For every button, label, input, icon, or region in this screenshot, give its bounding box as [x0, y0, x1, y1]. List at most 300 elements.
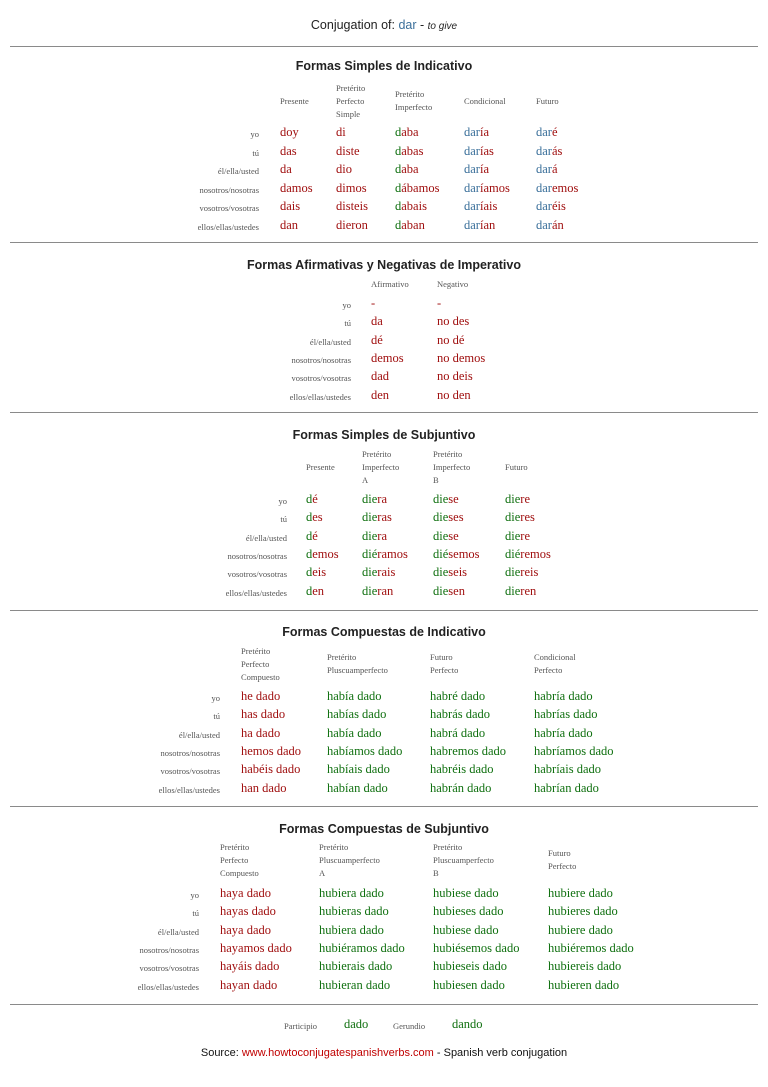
pronoun-label: yo	[250, 129, 259, 139]
verb-form	[306, 529, 318, 544]
verb-form	[336, 162, 352, 177]
form-stem: has dado	[241, 707, 286, 722]
verb-form	[241, 744, 301, 759]
form-stem: dar	[536, 199, 552, 213]
form-stem: no d	[437, 387, 459, 402]
form-ending: remos	[520, 546, 551, 561]
verb-form	[433, 941, 519, 956]
verb-form	[433, 510, 464, 525]
pronoun-label: nosotros/nosotras	[291, 354, 351, 365]
verb-form	[430, 744, 506, 759]
verb-form	[319, 904, 389, 919]
section-title-indicativo: Formas Simples de Indicativo	[295, 59, 473, 73]
verb-form	[220, 904, 276, 919]
verb-form	[371, 388, 389, 403]
form-stem: hubieseis dado	[433, 959, 507, 974]
form-stem: hubieras dado	[319, 904, 389, 919]
form-stem: dar	[536, 162, 552, 176]
section-title-subjuntivo: Formas Simples de Subjuntivo	[292, 428, 476, 442]
verb-form	[306, 565, 326, 580]
column-header: Pretérito Pluscuamperfecto B	[433, 841, 494, 878]
form-stem: d	[395, 125, 402, 139]
form-stem: hubiereis dado	[548, 959, 622, 974]
pronoun-label: tú	[213, 711, 220, 722]
form-ending: ían	[479, 217, 496, 232]
participio-label: Participio	[284, 1021, 318, 1031]
form-stem: hubiéremos dado	[548, 940, 634, 955]
form-stem: d	[306, 546, 313, 561]
form-stem: dieron	[336, 217, 368, 232]
form-stem: d	[306, 510, 313, 525]
form-stem: hubiesen dado	[433, 977, 505, 992]
form-stem: die	[505, 565, 521, 580]
form-stem: die	[362, 565, 378, 580]
column-header: Pretérito Perfecto Simple	[336, 82, 366, 119]
verb-form	[430, 781, 491, 796]
verb-form	[371, 369, 389, 384]
form-ending: ía	[479, 162, 489, 176]
participio-value: dado	[344, 1017, 369, 1031]
form-stem: damos	[280, 180, 313, 195]
form-stem: d	[395, 199, 402, 213]
column-header: Pretérito Perfecto Compuesto	[220, 841, 259, 878]
verb-form	[280, 181, 313, 196]
verb-form	[548, 941, 634, 956]
header-sep: -	[416, 18, 428, 32]
verb-form	[548, 904, 618, 919]
column-header: Afirmativo	[371, 278, 409, 289]
verb-form	[464, 144, 494, 159]
form-stem: die	[362, 510, 378, 525]
form-stem: hubiese dado	[433, 886, 499, 900]
form-ending: ad	[377, 369, 390, 384]
form-stem: die	[505, 583, 521, 598]
form-ending: reis	[520, 565, 539, 580]
form-ending: aban	[401, 217, 425, 232]
form-stem: dié	[505, 546, 521, 561]
divider	[10, 242, 758, 243]
pronoun-label: yo	[278, 496, 287, 506]
column-header: Pretérito Imperfecto A	[362, 448, 400, 485]
form-stem: habías dado	[327, 707, 387, 722]
form-stem: die	[433, 565, 449, 580]
verb-form	[536, 144, 562, 159]
pronoun-label: yo	[342, 300, 351, 310]
verb-form	[464, 199, 497, 214]
verb-form	[433, 904, 503, 919]
form-stem: habrías dado	[534, 707, 598, 722]
divider	[10, 46, 758, 47]
form-stem: habré dado	[430, 689, 486, 703]
form-ending: ás	[551, 143, 563, 158]
form-ending: é	[551, 125, 558, 139]
form-stem: disteis	[336, 199, 368, 213]
form-ending: res	[520, 510, 535, 525]
pronoun-label: tú	[192, 908, 199, 919]
verb-form	[327, 781, 388, 796]
form-stem: hayan dado	[220, 977, 278, 992]
form-ending: ren	[520, 583, 537, 598]
form-stem: habrían dado	[534, 780, 599, 795]
form-stem: da	[371, 314, 383, 329]
form-stem: die	[433, 528, 449, 543]
verb-form	[437, 388, 471, 403]
verb-form	[362, 547, 408, 562]
form-stem: die	[362, 528, 378, 543]
form-stem: había dado	[327, 725, 382, 740]
form-stem: hubiéramos dado	[319, 940, 405, 955]
pronoun-label: nosotros/nosotras	[199, 184, 259, 195]
verb-form	[505, 510, 535, 525]
verb-form	[505, 492, 530, 507]
verb-form	[220, 923, 271, 938]
form-stem: había dado	[327, 689, 382, 703]
form-stem: hubierais dado	[319, 959, 393, 974]
form-ending: ía	[479, 125, 489, 139]
form-ending: án	[551, 217, 564, 232]
form-stem: no d	[437, 369, 459, 384]
form-stem: die	[362, 492, 378, 506]
form-stem: dé	[371, 332, 383, 347]
verb-form	[241, 707, 285, 722]
verb-form	[395, 218, 425, 233]
column-header: Condicional Perfecto	[534, 652, 576, 675]
form-stem: hubiera dado	[319, 886, 384, 900]
form-stem: hemos dado	[241, 743, 302, 758]
form-stem: hayamos dado	[220, 940, 292, 955]
form-ending: emos	[312, 546, 339, 561]
column-header: Pretérito Pluscuamperfecto	[327, 652, 388, 675]
form-stem: no d	[437, 350, 459, 365]
form-stem: habrás dado	[430, 707, 491, 722]
verb-form	[536, 162, 558, 177]
verb-form	[395, 125, 419, 140]
form-stem: habíamos dado	[327, 743, 403, 758]
form-stem: dar	[464, 143, 480, 158]
form-stem: die	[505, 510, 521, 525]
verb-form	[241, 689, 280, 704]
verb-form	[437, 333, 464, 348]
verb-form	[433, 565, 467, 580]
verb-form	[319, 886, 384, 901]
verb-form	[319, 978, 390, 993]
form-stem: hubieres dado	[548, 904, 618, 919]
pronoun-label: él/ella/usted	[217, 166, 259, 176]
form-stem: dar	[464, 217, 480, 232]
column-header: Futuro Perfecto	[548, 848, 577, 871]
form-stem: hubiere dado	[548, 886, 613, 900]
verb-form	[395, 199, 427, 214]
form-stem: d	[395, 143, 402, 158]
verb-form	[505, 547, 551, 562]
pronoun-label: vosotros/vosotras	[139, 963, 199, 974]
verb-form	[433, 584, 465, 599]
verb-form	[306, 547, 339, 562]
form-stem: d	[395, 217, 402, 232]
pronoun-label: él/ella/usted	[157, 926, 199, 937]
form-stem: habríais dado	[534, 762, 601, 777]
verb-form	[220, 886, 271, 901]
verb-form	[280, 162, 292, 177]
footer-link[interactable]: www.howtoconjugatespanishverbs.com	[241, 1047, 434, 1059]
pronoun-label: vosotros/vosotras	[199, 203, 259, 213]
form-stem: dié	[433, 546, 449, 561]
verb-form	[362, 492, 387, 507]
form-ending: es	[312, 510, 323, 525]
page-header	[0, 18, 768, 32]
verb-form	[319, 923, 384, 938]
form-stem: da	[280, 162, 292, 176]
form-stem: dar	[536, 125, 552, 139]
form-stem: haya dado	[220, 922, 272, 937]
pronoun-label: ellos/ellas/ustedes	[158, 784, 220, 795]
form-ending: é	[312, 528, 318, 543]
form-stem: dais	[280, 199, 301, 213]
verb-form	[306, 510, 323, 525]
form-ending: aba	[401, 162, 419, 176]
pronoun-label: ellos/ellas/ustedes	[197, 221, 259, 232]
verb-form	[433, 886, 499, 901]
form-stem: di	[336, 125, 346, 139]
form-stem: die	[433, 510, 449, 525]
verb-form	[430, 707, 490, 722]
form-stem: habréis dado	[430, 762, 494, 777]
verb-form	[220, 978, 277, 993]
form-ending: éis	[551, 199, 566, 213]
form-ending: é	[458, 332, 465, 347]
pronoun-label: yo	[211, 693, 220, 703]
verb-form	[241, 781, 286, 796]
form-stem: he dado	[241, 689, 281, 703]
section-title-compuestas-subjuntivo: Formas Compuestas de Subjuntivo	[279, 822, 489, 836]
verb-form	[534, 744, 614, 759]
form-stem: doy	[280, 125, 299, 139]
verb-form	[362, 565, 395, 580]
verb-form	[437, 351, 485, 366]
verb-form	[395, 181, 439, 196]
form-stem: die	[433, 583, 449, 598]
verb-form	[371, 351, 404, 366]
verb-form	[371, 314, 383, 329]
form-ending: ras	[377, 510, 392, 525]
form-stem: hubiere dado	[548, 922, 613, 937]
form-stem: dar	[536, 143, 552, 158]
form-ending: emos	[551, 180, 579, 195]
form-stem: habíais dado	[327, 762, 390, 777]
divider	[10, 806, 758, 807]
verb-form	[319, 959, 392, 974]
verb-form	[433, 529, 459, 544]
form-ending: re	[520, 492, 530, 506]
column-header: Presente	[306, 461, 335, 472]
form-stem: han dado	[241, 780, 287, 795]
form-stem: habrán dado	[430, 780, 492, 795]
form-stem: dar	[464, 125, 480, 139]
form-stem: die	[505, 528, 521, 543]
form-ending: é	[312, 492, 318, 506]
form-ending: rais	[377, 565, 396, 580]
verb-form	[336, 125, 346, 140]
verb-form	[505, 584, 536, 599]
form-stem: dimos	[336, 180, 367, 195]
form-stem: habría dado	[534, 725, 593, 740]
verb-form	[505, 565, 538, 580]
form-stem: dar	[536, 217, 552, 232]
form-stem: dar	[464, 199, 480, 213]
verb-form	[306, 492, 318, 507]
form-ending: ábamos	[401, 180, 440, 195]
verb-form	[306, 584, 324, 599]
footer-prefix: Source:	[200, 1047, 242, 1059]
pronoun-label: nosotros/nosotras	[227, 550, 287, 561]
verb-form	[280, 218, 298, 233]
form-stem: d	[306, 492, 313, 506]
verb-form	[433, 492, 459, 507]
form-stem: habremos dado	[430, 743, 507, 758]
verb-form	[464, 218, 495, 233]
verb-form	[437, 314, 469, 329]
verb-form	[319, 941, 405, 956]
verb-form	[433, 547, 480, 562]
form-stem: haya dado	[220, 886, 272, 900]
pronoun-label: nosotros/nosotras	[160, 747, 220, 758]
verb-form	[505, 529, 530, 544]
verb-form	[362, 529, 387, 544]
verb-form	[464, 181, 510, 196]
form-ending: ra	[377, 528, 387, 543]
form-ending: re	[520, 528, 530, 543]
footer-suffix: - Spanish verb conjugation	[433, 1047, 568, 1059]
form-stem: hubiese dado	[433, 922, 499, 937]
verb-form	[336, 144, 360, 159]
form-stem: dar	[464, 162, 480, 176]
form-ending: abais	[401, 199, 427, 213]
form-stem: -	[371, 296, 376, 310]
pronoun-label: él/ella/usted	[178, 729, 220, 740]
verb-form	[534, 762, 601, 777]
divider	[10, 610, 758, 611]
column-header: Futuro Perfecto	[430, 652, 459, 675]
verb-form	[430, 726, 485, 741]
form-ending: emos	[377, 350, 404, 365]
form-stem: hubiésemos dado	[433, 940, 520, 955]
verb-form	[220, 959, 279, 974]
form-stem: no d	[437, 332, 459, 347]
header-verb: dar	[398, 18, 417, 32]
pronoun-label: nosotros/nosotras	[139, 944, 199, 955]
pronoun-label: él/ella/usted	[245, 532, 287, 543]
form-ending: ramos	[377, 546, 408, 561]
verb-form	[437, 296, 441, 311]
pronoun-label: vosotros/vosotras	[227, 569, 287, 580]
verb-form	[336, 181, 367, 196]
pronoun-label: ellos/ellas/ustedes	[137, 981, 199, 992]
form-stem: habrá dado	[430, 725, 486, 740]
verb-form	[327, 707, 386, 722]
verb-form	[327, 689, 382, 704]
verb-form	[534, 707, 598, 722]
verb-form	[362, 510, 392, 525]
pronoun-label: tú	[252, 147, 259, 158]
form-stem: habéis dado	[241, 762, 301, 777]
verb-form	[433, 978, 505, 993]
form-stem: d	[371, 350, 378, 365]
verb-form	[534, 781, 599, 796]
form-ending: emos	[458, 350, 486, 365]
verb-form	[280, 199, 300, 214]
pronoun-label: ellos/ellas/ustedes	[225, 587, 287, 598]
verb-form	[371, 296, 375, 311]
form-stem: hubieran dado	[319, 977, 391, 992]
form-stem: habría dado	[534, 689, 593, 703]
form-ending: abas	[401, 143, 424, 158]
form-ending: eis	[458, 369, 473, 384]
form-ending: íamos	[479, 180, 510, 195]
form-ending: aba	[401, 125, 419, 139]
form-stem: d	[306, 583, 313, 598]
verb-form	[220, 941, 292, 956]
gerundio-label: Gerundio	[393, 1021, 426, 1031]
form-ending: ran	[377, 583, 394, 598]
verb-form	[548, 959, 621, 974]
column-header: Futuro	[505, 461, 528, 472]
verb-form	[536, 218, 564, 233]
column-header: Condicional	[464, 95, 506, 106]
form-stem: dan	[280, 217, 299, 232]
form-stem: d	[395, 180, 402, 195]
verb-form	[241, 762, 300, 777]
verb-form	[336, 199, 368, 214]
form-stem: d	[395, 162, 402, 176]
form-ending: ses	[448, 510, 464, 525]
column-header: Pretérito Pluscuamperfecto A	[319, 841, 380, 878]
pronoun-label: yo	[190, 890, 199, 900]
pronoun-label: tú	[344, 318, 351, 329]
verb-form	[534, 689, 593, 704]
form-ending: semos	[448, 546, 480, 561]
form-stem: den	[371, 387, 390, 402]
form-stem: hayas dado	[220, 904, 276, 919]
verb-form	[536, 199, 566, 214]
form-stem: d	[306, 528, 313, 543]
pronoun-label: vosotros/vosotras	[291, 373, 351, 384]
column-header: Pretérito Perfecto Compuesto	[241, 645, 280, 682]
verb-form	[548, 886, 613, 901]
pronoun-label: él/ella/usted	[309, 336, 351, 347]
form-stem: das	[280, 143, 297, 158]
pronoun-label: ellos/ellas/ustedes	[289, 391, 351, 402]
form-ending: íais	[479, 199, 498, 213]
verb-form	[327, 762, 390, 777]
form-stem: dar	[464, 180, 480, 195]
form-ending: ías	[479, 143, 494, 158]
form-stem: dié	[362, 546, 378, 561]
verb-form	[548, 923, 613, 938]
verb-form	[327, 744, 402, 759]
verb-form	[437, 369, 473, 384]
verb-form	[534, 726, 593, 741]
column-header: Futuro	[536, 95, 559, 106]
header-prefix: Conjugation of:	[310, 18, 399, 32]
form-ending: es	[458, 314, 470, 329]
form-stem: hubiera dado	[319, 922, 384, 937]
column-header: Pretérito Imperfecto B	[433, 448, 471, 485]
verb-form	[280, 125, 299, 140]
form-ending: se	[448, 492, 459, 506]
verb-form	[464, 125, 489, 140]
verb-form	[395, 162, 419, 177]
form-stem: no d	[437, 314, 459, 329]
